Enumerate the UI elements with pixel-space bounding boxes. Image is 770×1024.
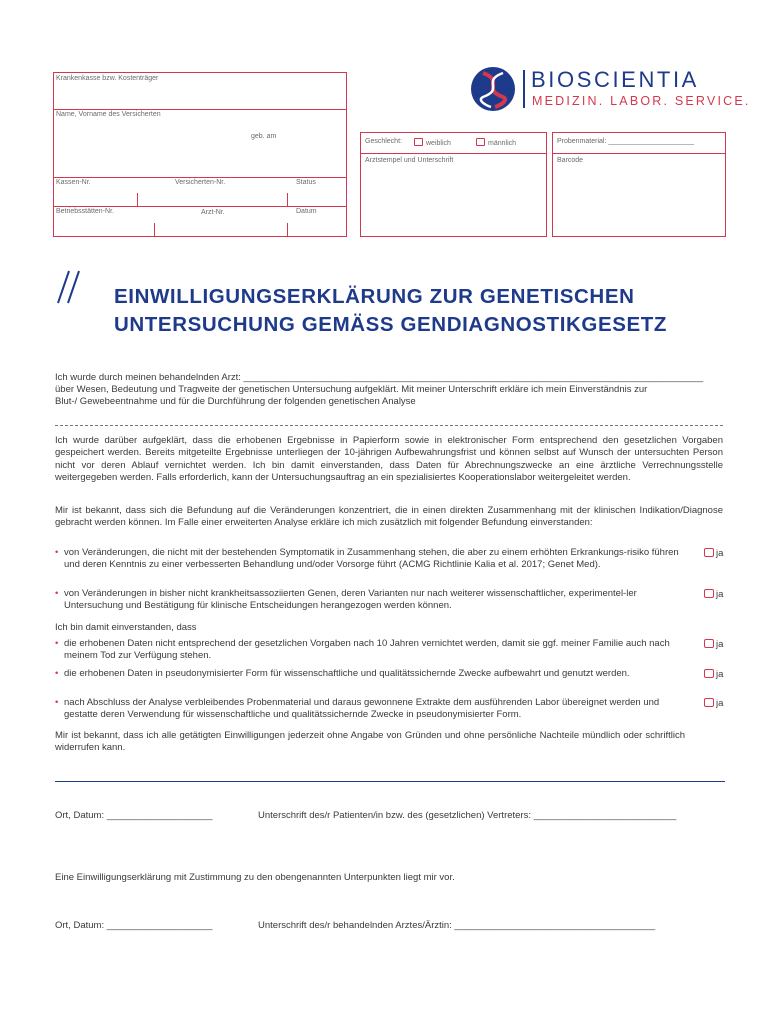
stempel-label: Arztstempel und Unterschrift (365, 157, 454, 164)
info-paragraph: Ich wurde darüber aufgeklärt, dass die erhobenen Ergebnisse in Papierform sowie in elektronischer Form entsprechend den gesetzlichen Vorgaben gespeichert werden. Bereits mitgeteilte Ergebnisse unterliegen der 10-jährigen Aufbewahrungsfrist und können selbst auf Wunsch der untersuchten Person nicht vor deren Ablauf vernichtet werden. Ich bin damit einverstanden, dass Daten für Abrechnungszwecke an eine ärztliche Verrechnungsstelle weitergegeben werden. Falls erforderlich, kann der Untersuchungsauftrag an ein spezialisiertes Kooperationslabor weitergeleitet werden. (55, 435, 723, 483)
document-title (114, 283, 667, 339)
kassen-nr-label: Kassen-Nr. (56, 179, 91, 186)
logo-divider (523, 70, 525, 108)
bioscientia-logo-icon (471, 67, 515, 111)
gender-female-option[interactable]: weiblich (414, 138, 451, 147)
einverstanden-text: Ich bin damit einverstanden, dass (55, 622, 197, 633)
ja-checkbox-4[interactable]: ja (704, 669, 723, 680)
patient-signature-field[interactable]: Unterschrift des/r Patienten/in bzw. des (gesetzlichen) Vertreters: ___________________________ (258, 810, 677, 821)
ort-datum-field[interactable]: Ort, Datum: ____________________ (55, 810, 213, 821)
checkbox[interactable] (704, 669, 714, 678)
patient-data-box (53, 72, 347, 237)
checkbox[interactable] (704, 548, 714, 557)
probenmaterial-field[interactable]: Probenmaterial: ______________________ (557, 138, 695, 145)
arzt-signature-field[interactable]: Unterschrift des/r behandelnden Arztes/Ärztin: ______________________________________ (258, 920, 656, 931)
bullet-dot: • (55, 588, 59, 599)
checkbox[interactable] (704, 589, 714, 598)
bullet-item: • die erhobenen Daten in pseudonymisierter Form für wissenschaftliche und qualitätssichernde Zwecke aufbewahrt und genutzt werden. (55, 668, 630, 679)
status-label: Status (296, 179, 316, 186)
ja-checkbox-3[interactable]: ja (704, 639, 723, 650)
row-divider (361, 153, 546, 154)
logo-wordmark: BIOSCIENTIA (531, 67, 699, 92)
checkbox[interactable] (704, 698, 714, 707)
zustimmung-text: Eine Einwilligungserklärung mit Zustimmung zu den obengenannten Unterpunkten liegt mir vor. (55, 872, 455, 883)
probe-barcode-box (552, 132, 726, 237)
bullet-dot: • (55, 638, 59, 649)
title-line-1: EINWILLIGUNGSERKLÄRUNG ZUR GENETISCHEN (114, 285, 635, 308)
section-separator (55, 781, 725, 782)
logo-tagline: MEDIZIN. LABOR. SERVICE. (532, 94, 751, 108)
betriebsstaetten-nr-label: Betriebsstätten-Nr. (56, 208, 114, 215)
field-tick (154, 223, 155, 236)
double-slash-icon (52, 267, 88, 312)
checkbox-weiblich[interactable] (414, 138, 423, 146)
bullet-dot: • (55, 697, 59, 708)
intro-text-line: Blut-/ Gewebeentnahme und für die Durchführung der folgenden genetischen Analyse (55, 396, 416, 407)
ort-datum-field[interactable]: Ort, Datum: ____________________ (55, 920, 213, 931)
arzt-field[interactable]: Ich wurde durch meinen behandelnden Arzt: _______________________________________________________________________________________ (55, 372, 704, 383)
bullet-dot: • (55, 668, 59, 679)
gender-stamp-box (360, 132, 547, 237)
arzt-nr-label: Arzt-Nr. (201, 209, 225, 216)
field-tick (287, 193, 288, 206)
barcode-label: Barcode (557, 157, 584, 164)
intro-text-line: über Wesen, Bedeutung und Tragweite der genetischen Untersuchung aufgeklärt. Mit meiner Unterschrift erkläre ich mein Einverständnis zur (55, 384, 648, 395)
ja-checkbox-5[interactable]: ja (704, 698, 723, 709)
geschlecht-label: Geschlecht: (365, 138, 402, 145)
befund-paragraph: Mir ist bekannt, dass sich die Befundung auf die Veränderungen konzentriert, die in einen direkten Zusammenhang mit der klinischen Indikation/Diagnose gebracht werden können. Im Falle einer erweiterten Analyse erkläre ich mich zusätzlich mit folgender Befundung einverstanden: (55, 505, 723, 529)
gender-male-option[interactable]: männlich (476, 138, 516, 147)
title-line-2: UNTERSUCHUNG GEMÄSS GENDIAGNOSTIKGESETZ (114, 313, 668, 336)
row-divider (54, 177, 346, 178)
ja-checkbox-1[interactable]: ja (704, 548, 723, 559)
bullet-item: • die erhobenen Daten nicht entsprechend der gesetzlichen Vorgaben nach 10 Jahren vernichtet werden, damit sie ggf. meiner Familie auch nach meinem Tod zur Verfügung stehen. (55, 638, 670, 662)
widerruf-text: Mir ist bekannt, dass ich alle getätigten Einwilligungen jederzeit ohne Angabe von Gründen und ohne persönliche Nachteile mündlich oder schriftlich widerrufen kann. (55, 730, 685, 754)
geb-label: geb. am (251, 133, 277, 140)
datum-label: Datum (296, 208, 317, 215)
checkbox[interactable] (704, 639, 714, 648)
ja-checkbox-2[interactable]: ja (704, 589, 723, 600)
checkbox-maennlich[interactable] (476, 138, 485, 146)
analysis-input-line[interactable] (55, 425, 723, 426)
kostentraeger-label: Krankenkasse bzw. Kostenträger (56, 75, 159, 82)
row-divider (54, 206, 346, 207)
bullet-item: • von Veränderungen in bisher nicht krankheitsassoziierten Genen, deren Varianten nur nach weiterer wissenschaftlicher, experimentel-ler Untersuchung und Bestätigung für klinische Entscheidungen herangezogen werden können. (55, 588, 637, 612)
field-tick (137, 193, 138, 206)
row-divider (553, 153, 725, 154)
field-tick (287, 223, 288, 236)
bullet-item: • von Veränderungen, die nicht mit der bestehenden Symptomatik in Zusammenhang stehen, die aber zu einem erhöhten Erkrankungs-risiko führen und deren Kenntnis zu einer verbesserten Behandlung und/oder Vorsorge führt (ACMG Richtlinie Kalia et al. 2017; Genet Med). (55, 547, 679, 571)
name-label: Name, Vorname des Versicherten (56, 111, 161, 118)
versicherten-nr-label: Versicherten-Nr. (175, 179, 226, 186)
row-divider (54, 109, 346, 110)
bullet-dot: • (55, 547, 59, 558)
bullet-item: • nach Abschluss der Analyse verbleibendes Probenmaterial und daraus gewonnene Extrakte dem ausführenden Labor übereignet werden und gestatte deren Verwendung für wissenschaftliche und qualitätssichernde Zwecke in pseudonymisierter Form. (55, 697, 660, 721)
